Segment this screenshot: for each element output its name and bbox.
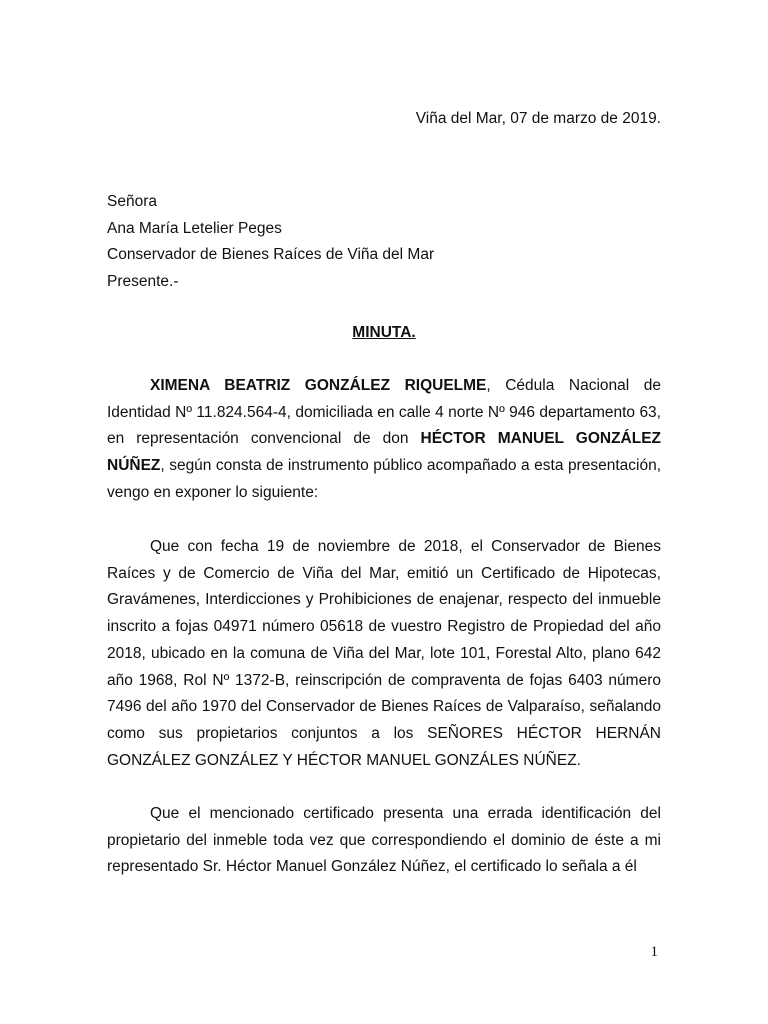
recipient-name: Ana María Letelier Peges bbox=[107, 219, 282, 237]
paragraph-2: Que con fecha 19 de noviembre de 2018, el Conservador de Bienes Raíces y de Comercio de Viña del Mar, emitió un Certificado de Hipotecas, Gravámenes, Interdicciones y Prohibiciones de enajenar, respecto del inmueble inscrito a fojas 04971 número 05618 de vuestro Registro de Propiedad del año 2018, ubicado en la comuna de Viña del Mar, lote 101, Forestal Alto, plano 642 año 1968, Rol Nº 1372-B, reinscripción de compraventa de fojas 6403 número 7496 del año 1970 del Conservador de Bienes Raíces de Valparaíso, señalando como sus propietarios conjuntos a los SEÑORES HÉCTOR HERNÁN GONZÁLEZ GONZÁLEZ Y HÉCTOR MANUEL GONZÁLES NÚÑEZ. bbox=[107, 538, 661, 769]
document-title: MINUTA. bbox=[352, 324, 416, 341]
date-line: Viña del Mar, 07 de marzo de 2019. bbox=[415, 110, 661, 127]
paragraph-1-text-a: , Cédula Nacional de Identidad Nº 11.824.564-4, domiciliada en calle 4 norte Nº 946 departamento 63, en representación convencional de don bbox=[107, 377, 661, 448]
paragraph-1 bbox=[107, 373, 661, 507]
recipient-block bbox=[107, 189, 434, 295]
recipient-salutation: Señora bbox=[107, 193, 157, 210]
paragraph-1-text-b: , según consta de instrumento público acompañado a esta presentación, vengo en exponer lo siguiente: bbox=[107, 457, 661, 501]
page-number: 1 bbox=[650, 944, 658, 960]
petitioner-name: XIMENA BEATRIZ GONZÁLEZ RIQUELME bbox=[150, 377, 487, 394]
recipient-position: Conservador de Bienes Raíces de Viña del Mar bbox=[107, 246, 435, 263]
paragraph-3: Que el mencionado certificado presenta una errada identificación del propietario del inmeble toda vez que correspondiendo el dominio de éste a mi representado Sr. Héctor Manuel González Núñez, el certificado lo señala a él bbox=[107, 805, 661, 876]
represented-name: HÉCTOR MANUEL GONZÁLEZ NÚÑEZ bbox=[107, 430, 661, 475]
recipient-closing: Presente.- bbox=[107, 272, 179, 290]
